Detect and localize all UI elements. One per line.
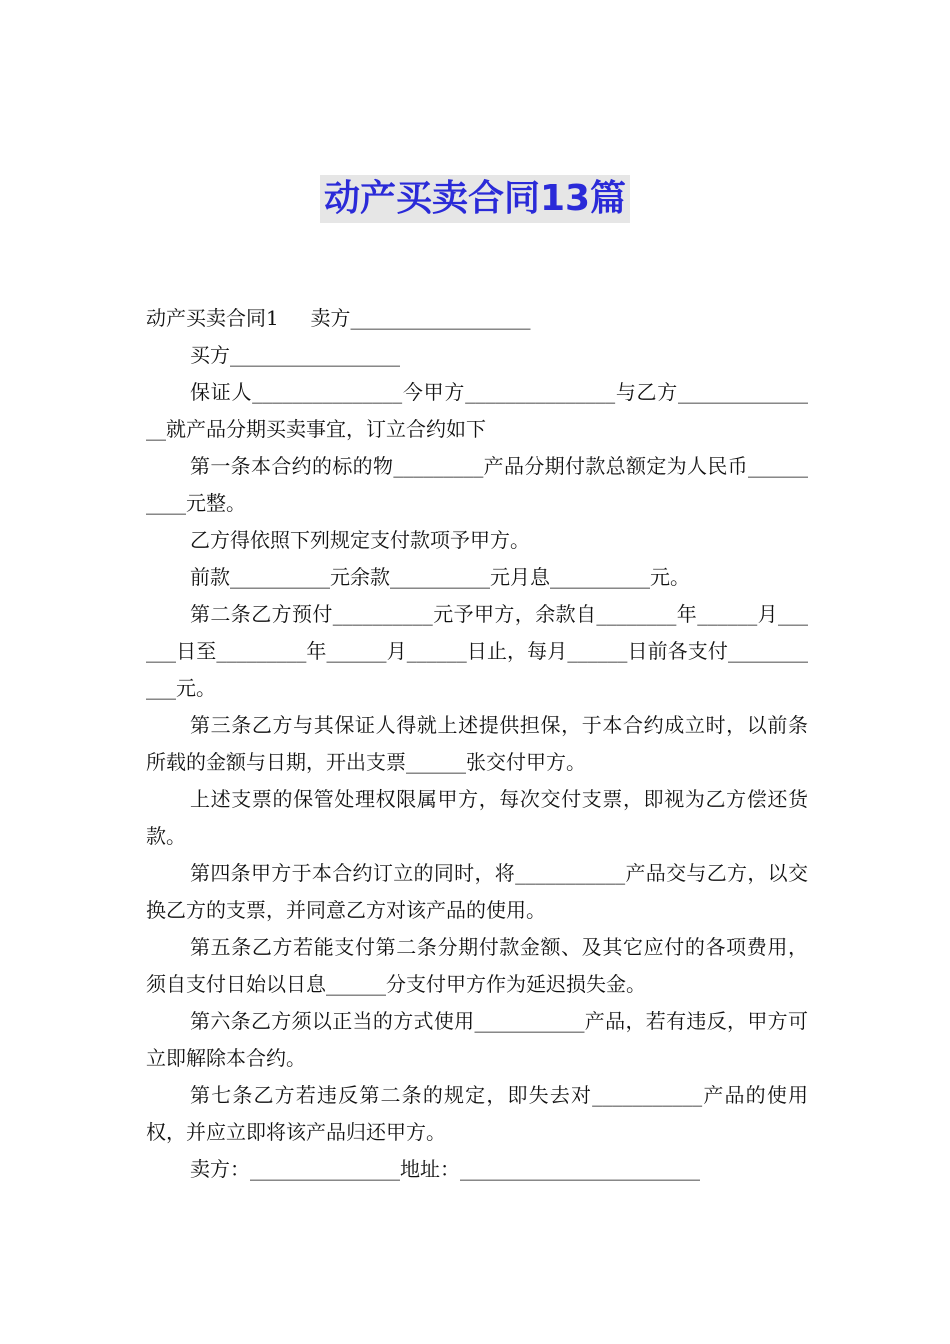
- document-title: [0, 175, 950, 223]
- paragraph-payment-amounts: 前款__________元余款__________元月息__________元。: [190, 565, 690, 589]
- paragraph-article-5: 第五条乙方若能支付第二条分期付款金额、及其它应付的各项费用，须自支付日始以日息______分支付甲方作为延迟损失金。: [146, 935, 808, 996]
- paragraph-contract-header: 动产买卖合同1 卖方__________________: [146, 306, 531, 330]
- paragraph-article-6: 第六条乙方须以正当的方式使用___________产品，若有违反，甲方可立即解除本合约。: [146, 1009, 808, 1070]
- paragraph-article-1: 第一条本合约的标的物_________产品分期付款总额定为人民币__________元整。: [146, 454, 808, 515]
- paragraph-article-2: 第二条乙方预付__________元予甲方，余款自________年______月______日至_________年______月______日止，每月______日前各支付___________元。: [146, 602, 808, 700]
- paragraph-article-4: 第四条甲方于本合约订立的同时，将___________产品交与乙方，以交换乙方的支票，并同意乙方对该产品的使用。: [146, 861, 808, 922]
- paragraph-guarantor: 保证人_______________今甲方_______________与乙方_______________就产品分期买卖事宜，订立合约如下: [146, 380, 808, 441]
- paragraph-buyer: 买方_________________: [190, 343, 400, 367]
- document-title-text: 动产买卖合同13篇: [320, 175, 630, 223]
- paragraph-payment-intro: 乙方得依照下列规定支付款项予甲方。: [190, 528, 530, 552]
- paragraph-seller-signature: 卖方：_______________地址：________________________: [190, 1157, 700, 1181]
- paragraph-cheque-custody: 上述支票的保管处理权限属甲方，每次交付支票，即视为乙方偿还货款。: [146, 787, 808, 848]
- document-body: [146, 300, 808, 1188]
- paragraph-article-3: 第三条乙方与其保证人得就上述提供担保，于本合约成立时，以前条所载的金额与日期，开出支票______张交付甲方。: [146, 713, 808, 774]
- paragraph-article-7: 第七条乙方若违反第二条的规定，即失去对___________产品的使用权，并应立即将该产品归还甲方。: [146, 1083, 808, 1144]
